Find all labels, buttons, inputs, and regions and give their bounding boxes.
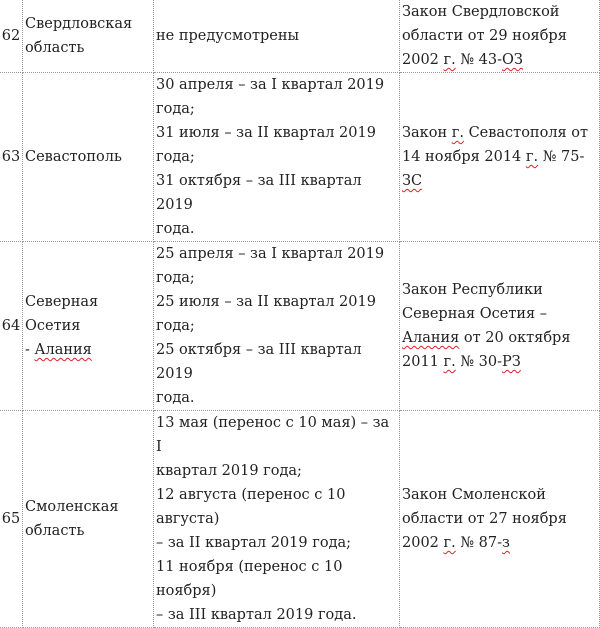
row-number: 64 [0,242,23,411]
dates-line: 11 ноября (перенос с 10 ноября) [156,559,343,599]
law-line: Закон Свердловской [402,4,560,20]
region-line: Свердловская [25,16,133,32]
law-line [402,145,597,169]
dates-line: 30 апреля – за I квартал 2019 [156,77,385,93]
region-cell [23,411,154,628]
table-row [0,73,600,242]
law-line [402,169,597,193]
law-cell [400,411,600,628]
spellcheck-word: г. [443,52,456,68]
law-cell [400,242,600,411]
law-line [402,531,597,555]
dates-line: года; [156,318,195,334]
dates-line: года. [156,221,195,237]
dates-cell [154,0,400,73]
dates-line: 31 октября – за III квартал 2019 [156,173,362,213]
row-number: 62 [0,0,23,73]
region-line: Смоленская [25,499,119,515]
dates-line: 25 октября – за III квартал 2019 [156,342,362,382]
law-text: 2011 [402,354,444,370]
law-text: от 20 октября [459,330,571,346]
dates-line: 12 августа (перенос с 10 августа) [156,487,346,527]
table-row [0,242,600,411]
region-cell [23,73,154,242]
law-text: № 30- [455,354,503,370]
row-number: 65 [0,411,23,628]
law-line [402,121,597,145]
dates-line: года; [156,270,195,286]
law-line: Закон Республики [402,282,543,298]
table-row [0,411,600,628]
spellcheck-word: г. [525,149,539,165]
law-line: области от 29 ноября [402,28,567,44]
law-line: Северная Осетия – [402,306,548,322]
spellcheck-word: г. [443,535,456,551]
spellcheck-word: ОЗ [502,52,523,68]
dates-line: – за III квартал 2019 года. [156,607,357,623]
law-text: 2002 [402,52,444,68]
law-line [402,350,597,374]
spellcheck-word: РЗ [502,354,521,370]
law-line: области от 27 ноября [402,511,567,527]
law-text: № 43- [455,52,503,68]
region-line: область [25,40,85,56]
law-text: Севастополя от [463,125,589,141]
spellcheck-word: з [502,535,510,551]
law-line [402,48,597,72]
law-line [402,326,597,350]
law-cell [400,73,600,242]
region-line: область [25,523,85,539]
region-cell [23,0,154,73]
region-text: - [25,342,35,358]
law-text: № 87- [455,535,503,551]
dates-line: года. [156,390,195,406]
dates-line: года; [156,149,195,165]
dates-line: 25 июля – за II квартал 2019 [156,294,376,310]
dates-line: года; [156,101,195,117]
row-number: 63 [0,73,23,242]
table-row [0,0,600,73]
region-line: Севастополь [25,149,122,165]
spellcheck-word: г. [443,354,456,370]
law-text: Закон [402,125,452,141]
law-cell [400,0,600,73]
dates-line: – за II квартал 2019 года; [156,535,352,551]
dates-line: квартал 2019 года; [156,463,302,479]
region-line [25,338,151,362]
dates-cell [154,73,400,242]
spellcheck-word: Алания [34,342,92,358]
law-text: 2002 [402,535,444,551]
region-line: Северная Осетия [25,294,99,334]
dates-cell [154,411,400,628]
law-line: Закон Смоленской [402,487,546,503]
law-text: 14 ноября 2014 [402,149,526,165]
law-text: № 75- [538,149,585,165]
spellcheck-word: Алания [402,330,460,346]
dates-cell [154,242,400,411]
spellcheck-word: г. [451,125,464,141]
dates-line: 31 июля – за II квартал 2019 [156,125,376,141]
dates-line: не предусмотрены [156,28,300,44]
dates-line: 25 апреля – за I квартал 2019 [156,246,385,262]
region-cell [23,242,154,411]
spellcheck-word: ЗС [402,173,423,189]
dates-line: 13 мая (перенос с 10 мая) – за I [156,415,390,455]
